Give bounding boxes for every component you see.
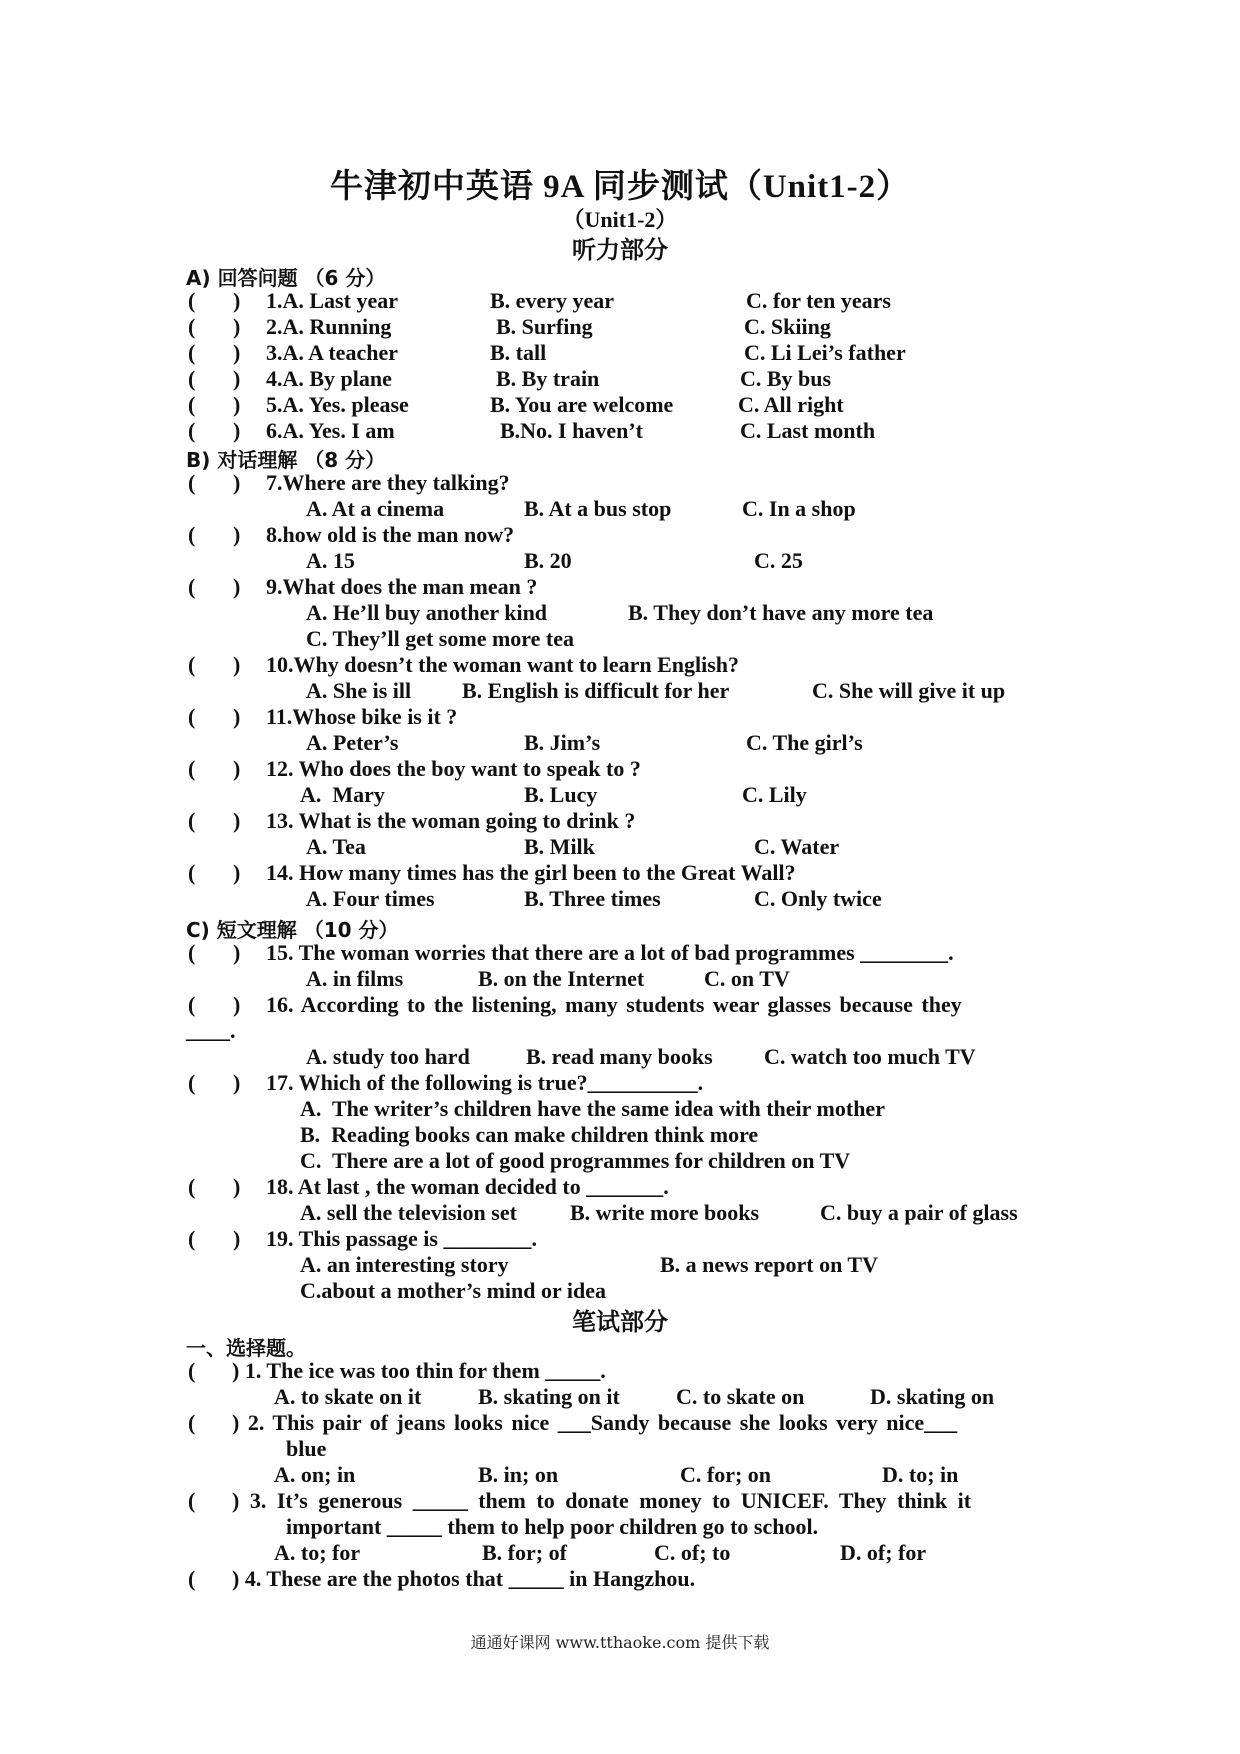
written-question-3-stem: ) 3. It’s generous _____ them to donate money to UNICEF. They think it	[232, 1488, 972, 1513]
question-12-option-a: A. Mary	[300, 782, 385, 807]
question-8-option-c: C. 25	[754, 548, 803, 573]
question-16-option-c: C. watch too much TV	[764, 1044, 976, 1069]
section-b-heading: B) 对话理解 （8 分）	[186, 448, 386, 472]
question-5-option-b: B. You are welcome	[490, 392, 674, 417]
question-19-stem: 19. This passage is ________.	[266, 1226, 537, 1251]
written-question-4-stem: ) 4. These are the photos that _____ in Hangzhou.	[232, 1566, 696, 1591]
answer-bracket-open: (	[188, 392, 196, 417]
question-13-option-b: B. Milk	[524, 834, 595, 859]
answer-bracket-open: (	[188, 340, 196, 365]
answer-bracket-open: (	[188, 652, 196, 677]
section-1-heading: 一、选择题。	[186, 1336, 306, 1360]
answer-bracket-close: )	[233, 314, 241, 339]
answer-bracket-close: )	[233, 704, 241, 729]
question-3-option-c: C. Li Lei’s father	[744, 340, 906, 365]
question-10-option-c: C. She will give it up	[812, 678, 1006, 703]
section-c-heading: C) 短文理解 （10 分）	[186, 918, 399, 942]
question-15-option-a: A. in films	[306, 966, 404, 991]
writing-part-heading: 笔试部分	[572, 1310, 668, 1336]
answer-bracket-close: )	[233, 992, 241, 1017]
question-14-option-a: A. Four times	[306, 886, 435, 911]
answer-bracket-open: (	[188, 860, 196, 885]
answer-bracket-open: (	[188, 1566, 196, 1591]
question-13-option-c: C. Water	[754, 834, 840, 859]
answer-bracket-open: (	[188, 418, 196, 443]
question-1-option-b: B. every year	[490, 288, 614, 313]
written-question-3-option-a: A. to; for	[274, 1540, 361, 1565]
question-11-option-a: A. Peter’s	[306, 730, 399, 755]
question-5-option-a: 5.A. Yes. please	[266, 392, 409, 417]
question-8-option-b: B. 20	[524, 548, 572, 573]
question-4-option-b: B. By train	[496, 366, 600, 391]
answer-bracket-close: )	[233, 756, 241, 781]
question-15-option-b: B. on the Internet	[478, 966, 645, 991]
answer-bracket-open: (	[188, 1226, 196, 1251]
answer-bracket-close: )	[233, 1174, 241, 1199]
answer-bracket-close: )	[233, 288, 241, 313]
question-17-option-c: C. There are a lot of good programmes for children on TV	[300, 1148, 851, 1173]
written-question-1-stem: ) 1. The ice was too thin for them _____.	[232, 1358, 606, 1383]
question-10-stem: 10.Why doesn’t the woman want to learn English?	[266, 652, 740, 677]
written-question-1-option-d: D. skating on	[870, 1384, 995, 1409]
answer-bracket-open: (	[188, 1488, 196, 1513]
question-6-option-c: C. Last month	[740, 418, 876, 443]
page-footer: 通通好课网 www.tthaoke.com 提供下载	[470, 1633, 770, 1652]
answer-bracket-close: )	[233, 340, 241, 365]
answer-bracket-open: (	[188, 1358, 196, 1383]
question-18-stem: 18. At last , the woman decided to _______.	[266, 1174, 669, 1199]
question-16-stem-continued: ____.	[186, 1018, 236, 1043]
listening-part-heading: 听力部分	[572, 238, 668, 264]
question-19-option-b: B. a news report on TV	[660, 1252, 878, 1277]
question-7-option-a: A. At a cinema	[306, 496, 445, 521]
question-10-option-b: B. English is difficult for her	[462, 678, 730, 703]
question-1-option-c: C. for ten years	[746, 288, 891, 313]
question-16-stem: 16. According to the listening, many students wear glasses because they	[266, 992, 962, 1017]
question-10-option-a: A. She is ill	[306, 678, 412, 703]
answer-bracket-close: )	[233, 652, 241, 677]
answer-bracket-open: (	[188, 522, 196, 547]
answer-bracket-open: (	[188, 808, 196, 833]
question-19-option-a: A. an interesting story	[300, 1252, 509, 1277]
question-18-option-a: A. sell the television set	[300, 1200, 517, 1225]
question-11-option-c: C. The girl’s	[746, 730, 863, 755]
question-4-option-c: C. By bus	[740, 366, 832, 391]
question-6-option-b: B.No. I haven’t	[500, 418, 644, 443]
question-7-option-c: C. In a shop	[742, 496, 856, 521]
written-question-2-option-b: B. in; on	[478, 1462, 559, 1487]
answer-bracket-open: (	[188, 366, 196, 391]
document-title: 牛津初中英语 9A 同步测试（Unit1-2）	[329, 169, 911, 205]
question-18-option-c: C. buy a pair of glass	[820, 1200, 1018, 1225]
question-2-option-b: B. Surfing	[496, 314, 593, 339]
answer-bracket-close: )	[233, 940, 241, 965]
answer-bracket-close: )	[233, 522, 241, 547]
question-9-option-b: B. They don’t have any more tea	[628, 600, 934, 625]
question-14-stem: 14. How many times has the girl been to the Great Wall?	[266, 860, 796, 885]
question-3-option-b: B. tall	[490, 340, 547, 365]
answer-bracket-open: (	[188, 940, 196, 965]
answer-bracket-open: (	[188, 992, 196, 1017]
document-subtitle: （Unit1-2）	[562, 207, 678, 232]
question-17-option-a: A. The writer’s children have the same idea with their mother	[300, 1096, 885, 1121]
written-question-2-stem-continued: blue	[286, 1436, 327, 1461]
answer-bracket-close: )	[233, 470, 241, 495]
answer-bracket-open: (	[188, 704, 196, 729]
question-18-option-b: B. write more books	[570, 1200, 760, 1225]
answer-bracket-open: (	[188, 288, 196, 313]
answer-bracket-close: )	[233, 366, 241, 391]
answer-bracket-open: (	[188, 1410, 196, 1435]
question-17-option-b: B. Reading books can make children think more	[300, 1122, 759, 1147]
question-13-stem: 13. What is the woman going to drink ?	[266, 808, 636, 833]
question-14-option-c: C. Only twice	[754, 886, 882, 911]
question-1-option-a: 1.A. Last year	[266, 288, 398, 313]
answer-bracket-close: )	[233, 392, 241, 417]
written-question-2-stem: ) 2. This pair of jeans looks nice ___Sandy because she looks very nice___	[232, 1410, 958, 1435]
written-question-3-option-c: C. of; to	[654, 1540, 731, 1565]
question-14-option-b: B. Three times	[524, 886, 661, 911]
written-question-2-option-c: C. for; on	[680, 1462, 772, 1487]
question-2-option-a: 2.A. Running	[266, 314, 392, 339]
question-5-option-c: C. All right	[738, 392, 844, 417]
written-question-3-option-d: D. of; for	[840, 1540, 927, 1565]
question-6-option-a: 6.A. Yes. I am	[266, 418, 395, 443]
answer-bracket-open: (	[188, 1174, 196, 1199]
question-9-stem: 9.What does the man mean ?	[266, 574, 538, 599]
answer-bracket-open: (	[188, 314, 196, 339]
answer-bracket-close: )	[233, 574, 241, 599]
section-a-heading: A) 回答问题 （6 分）	[186, 266, 386, 290]
answer-bracket-close: )	[233, 1070, 241, 1095]
question-16-option-a: A. study too hard	[306, 1044, 470, 1069]
question-8-option-a: A. 15	[306, 548, 355, 573]
written-question-1-option-a: A. to skate on it	[274, 1384, 422, 1409]
answer-bracket-close: )	[233, 860, 241, 885]
question-16-option-b: B. read many books	[526, 1044, 713, 1069]
question-11-stem: 11.Whose bike is it ?	[266, 704, 458, 729]
question-12-option-c: C. Lily	[742, 782, 807, 807]
question-3-option-a: 3.A. A teacher	[266, 340, 398, 365]
question-9-option-a: A. He’ll buy another kind	[306, 600, 548, 625]
question-15-stem: 15. The woman worries that there are a lot of bad programmes ________.	[266, 940, 954, 965]
answer-bracket-open: (	[188, 574, 196, 599]
question-2-option-c: C. Skiing	[744, 314, 831, 339]
question-13-option-a: A. Tea	[306, 834, 366, 859]
question-8-stem: 8.how old is the man now?	[266, 522, 515, 547]
question-17-stem: 17. Which of the following is true?__________.	[266, 1070, 704, 1095]
answer-bracket-close: )	[233, 1226, 241, 1251]
answer-bracket-open: (	[188, 470, 196, 495]
written-question-1-option-b: B. skating on it	[478, 1384, 620, 1409]
question-11-option-b: B. Jim’s	[524, 730, 601, 755]
written-question-3-option-b: B. for; of	[482, 1540, 567, 1565]
answer-bracket-close: )	[233, 808, 241, 833]
question-9-option-c: C. They’ll get some more tea	[306, 626, 575, 651]
question-15-option-c: C. on TV	[704, 966, 790, 991]
question-7-option-b: B. At a bus stop	[524, 496, 672, 521]
question-12-stem: 12. Who does the boy want to speak to ?	[266, 756, 641, 781]
question-7-stem: 7.Where are they talking?	[266, 470, 510, 495]
question-19-option-c: C.about a mother’s mind or idea	[300, 1278, 606, 1303]
question-12-option-b: B. Lucy	[524, 782, 598, 807]
written-question-2-option-a: A. on; in	[274, 1462, 356, 1487]
answer-bracket-open: (	[188, 756, 196, 781]
written-question-3-stem-continued: important _____ them to help poor children go to school.	[286, 1514, 819, 1539]
answer-bracket-close: )	[233, 418, 241, 443]
question-4-option-a: 4.A. By plane	[266, 366, 392, 391]
written-question-2-option-d: D. to; in	[882, 1462, 959, 1487]
written-question-1-option-c: C. to skate on	[676, 1384, 805, 1409]
answer-bracket-open: (	[188, 1070, 196, 1095]
